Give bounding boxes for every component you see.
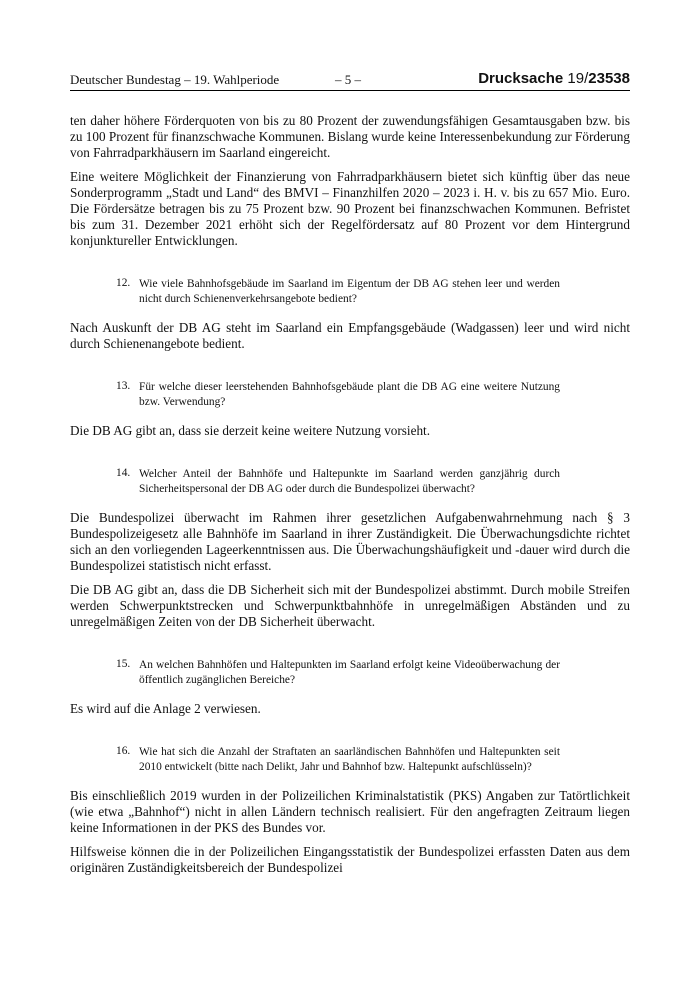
answer-12: Nach Auskunft der DB AG steht im Saarland ein Empfangsgebäude (Wadgassen) leer und wird nicht durch Schienenangebote bedient. xyxy=(70,320,630,351)
answer-14-part-1: Die Bundespolizei überwacht im Rahmen ihrer gesetzlichen Aufgabenwahrnehmung nach § 3 Bundespolizeigesetz alle Bahnhöfe im Saarland in ihrer Zuständigkeit. Die Überwachungsdichte richtet sich an den vorliegenden Lageerkenntnissen aus. Die Überwachungshäufigkeit und -dauer wird durch die Bundespolizei statistisch nicht erfasst. xyxy=(70,510,630,573)
question-16 xyxy=(70,745,630,774)
question-number: 16. xyxy=(116,745,131,757)
question-14 xyxy=(70,467,630,496)
document-number xyxy=(478,70,630,87)
header-rule xyxy=(70,90,630,91)
question-13 xyxy=(70,380,630,409)
answer-16-part-1: Bis einschließlich 2019 wurden in der Polizeilichen Kriminalstatistik (PKS) Angaben zur Tatörtlichkeit (wie etwa „Bahnhof“) nicht in allen Ländern technisch realisiert. Für den angefragten Zeitraum liegen keine Informationen in der PKS des Bundes vor. xyxy=(70,788,630,835)
question-text: An welchen Bahnhöfen und Haltepunkten im Saarland erfolgt keine Videoüberwachung der öffentlich zugänglichen Bereiche? xyxy=(139,659,560,686)
page-header xyxy=(70,70,630,92)
answer-13: Die DB AG gibt an, dass sie derzeit keine weitere Nutzung vorsieht. xyxy=(70,423,430,438)
doc-number-prefix: 19/ xyxy=(567,70,589,87)
question-text: Für welche dieser leerstehenden Bahnhofsgebäude plant die DB AG eine weitere Nutzung bzw. Verwendung? xyxy=(139,381,560,408)
question-number: 13. xyxy=(116,380,131,392)
question-15 xyxy=(70,658,630,687)
doc-label: Drucksache xyxy=(478,70,564,87)
question-text: Wie hat sich die Anzahl der Straftaten an saarländischen Bahnhöfen und Haltepunkten seit 2010 entwickelt (bitte nach Delikt, Jahr und Bahnhof bzw. Haltepunkt aufschlüsseln)? xyxy=(139,746,560,773)
question-12 xyxy=(70,277,630,306)
question-number: 12. xyxy=(116,277,131,289)
question-number: 15. xyxy=(116,658,131,670)
question-number: 14. xyxy=(116,467,131,479)
document-body xyxy=(70,113,630,884)
parliament-period: Deutscher Bundestag – 19. Wahlperiode xyxy=(70,72,280,87)
answer-15: Es wird auf die Anlage 2 verwiesen. xyxy=(70,701,261,716)
doc-number: 23538 xyxy=(588,70,630,87)
answer-16-part-2: Hilfsweise können die in der Polizeilichen Eingangsstatistik der Bundespolizei erfassten Daten aus dem originären Zuständigkeitsbereich der Bundespolizei xyxy=(70,844,630,875)
paragraph: Eine weitere Möglichkeit der Finanzierung von Fahrradparkhäusern bietet sich künftig über das neue Sonderprogramm „Stadt und Land“ des BMVI – Finanzhilfen 2020 – 2023 i. H. v. bis zu 657 Mio. Euro. Die Fördersätze betragen bis zu 75 Prozent bzw. 90 Prozent bei finanzschwachen Kommunen. Befristet bis zum 31. Dezember 2021 erhöht sich der Regelfördersatz auf 80 Prozent vor dem Hintergrund konjunktureller Entwicklungen. xyxy=(70,169,630,248)
paragraph: ten daher höhere Förderquoten von bis zu 80 Prozent der zuwendungsfähigen Gesamtausgaben bzw. bis zu 100 Prozent für finanzschwache Kommunen. Bislang wurde keine Interessenbekundung zur Förderung von Fahrradparkhäusern im Saarland eingereicht. xyxy=(70,113,630,160)
question-text: Welcher Anteil der Bahnhöfe und Haltepunkte im Saarland werden ganzjährig durch Sicherheitspersonal der DB AG oder durch die Bundespolizei überwacht? xyxy=(139,468,560,495)
question-text: Wie viele Bahnhofsgebäude im Saarland im Eigentum der DB AG stehen leer und werden nicht durch Schienenverkehrsangebote bedient? xyxy=(139,278,560,305)
page-number: – 5 – xyxy=(335,72,361,87)
answer-14-part-2: Die DB AG gibt an, dass die DB Sicherheit sich mit der Bundespolizei abstimmt. Durch mobile Streifen werden Schwerpunktstrecken und Schwerpunktbahnhöfe in unregelmäßigen Abständen und zu unregelmäßigen Zeiten von der DB Sicherheit überwacht. xyxy=(70,582,630,629)
